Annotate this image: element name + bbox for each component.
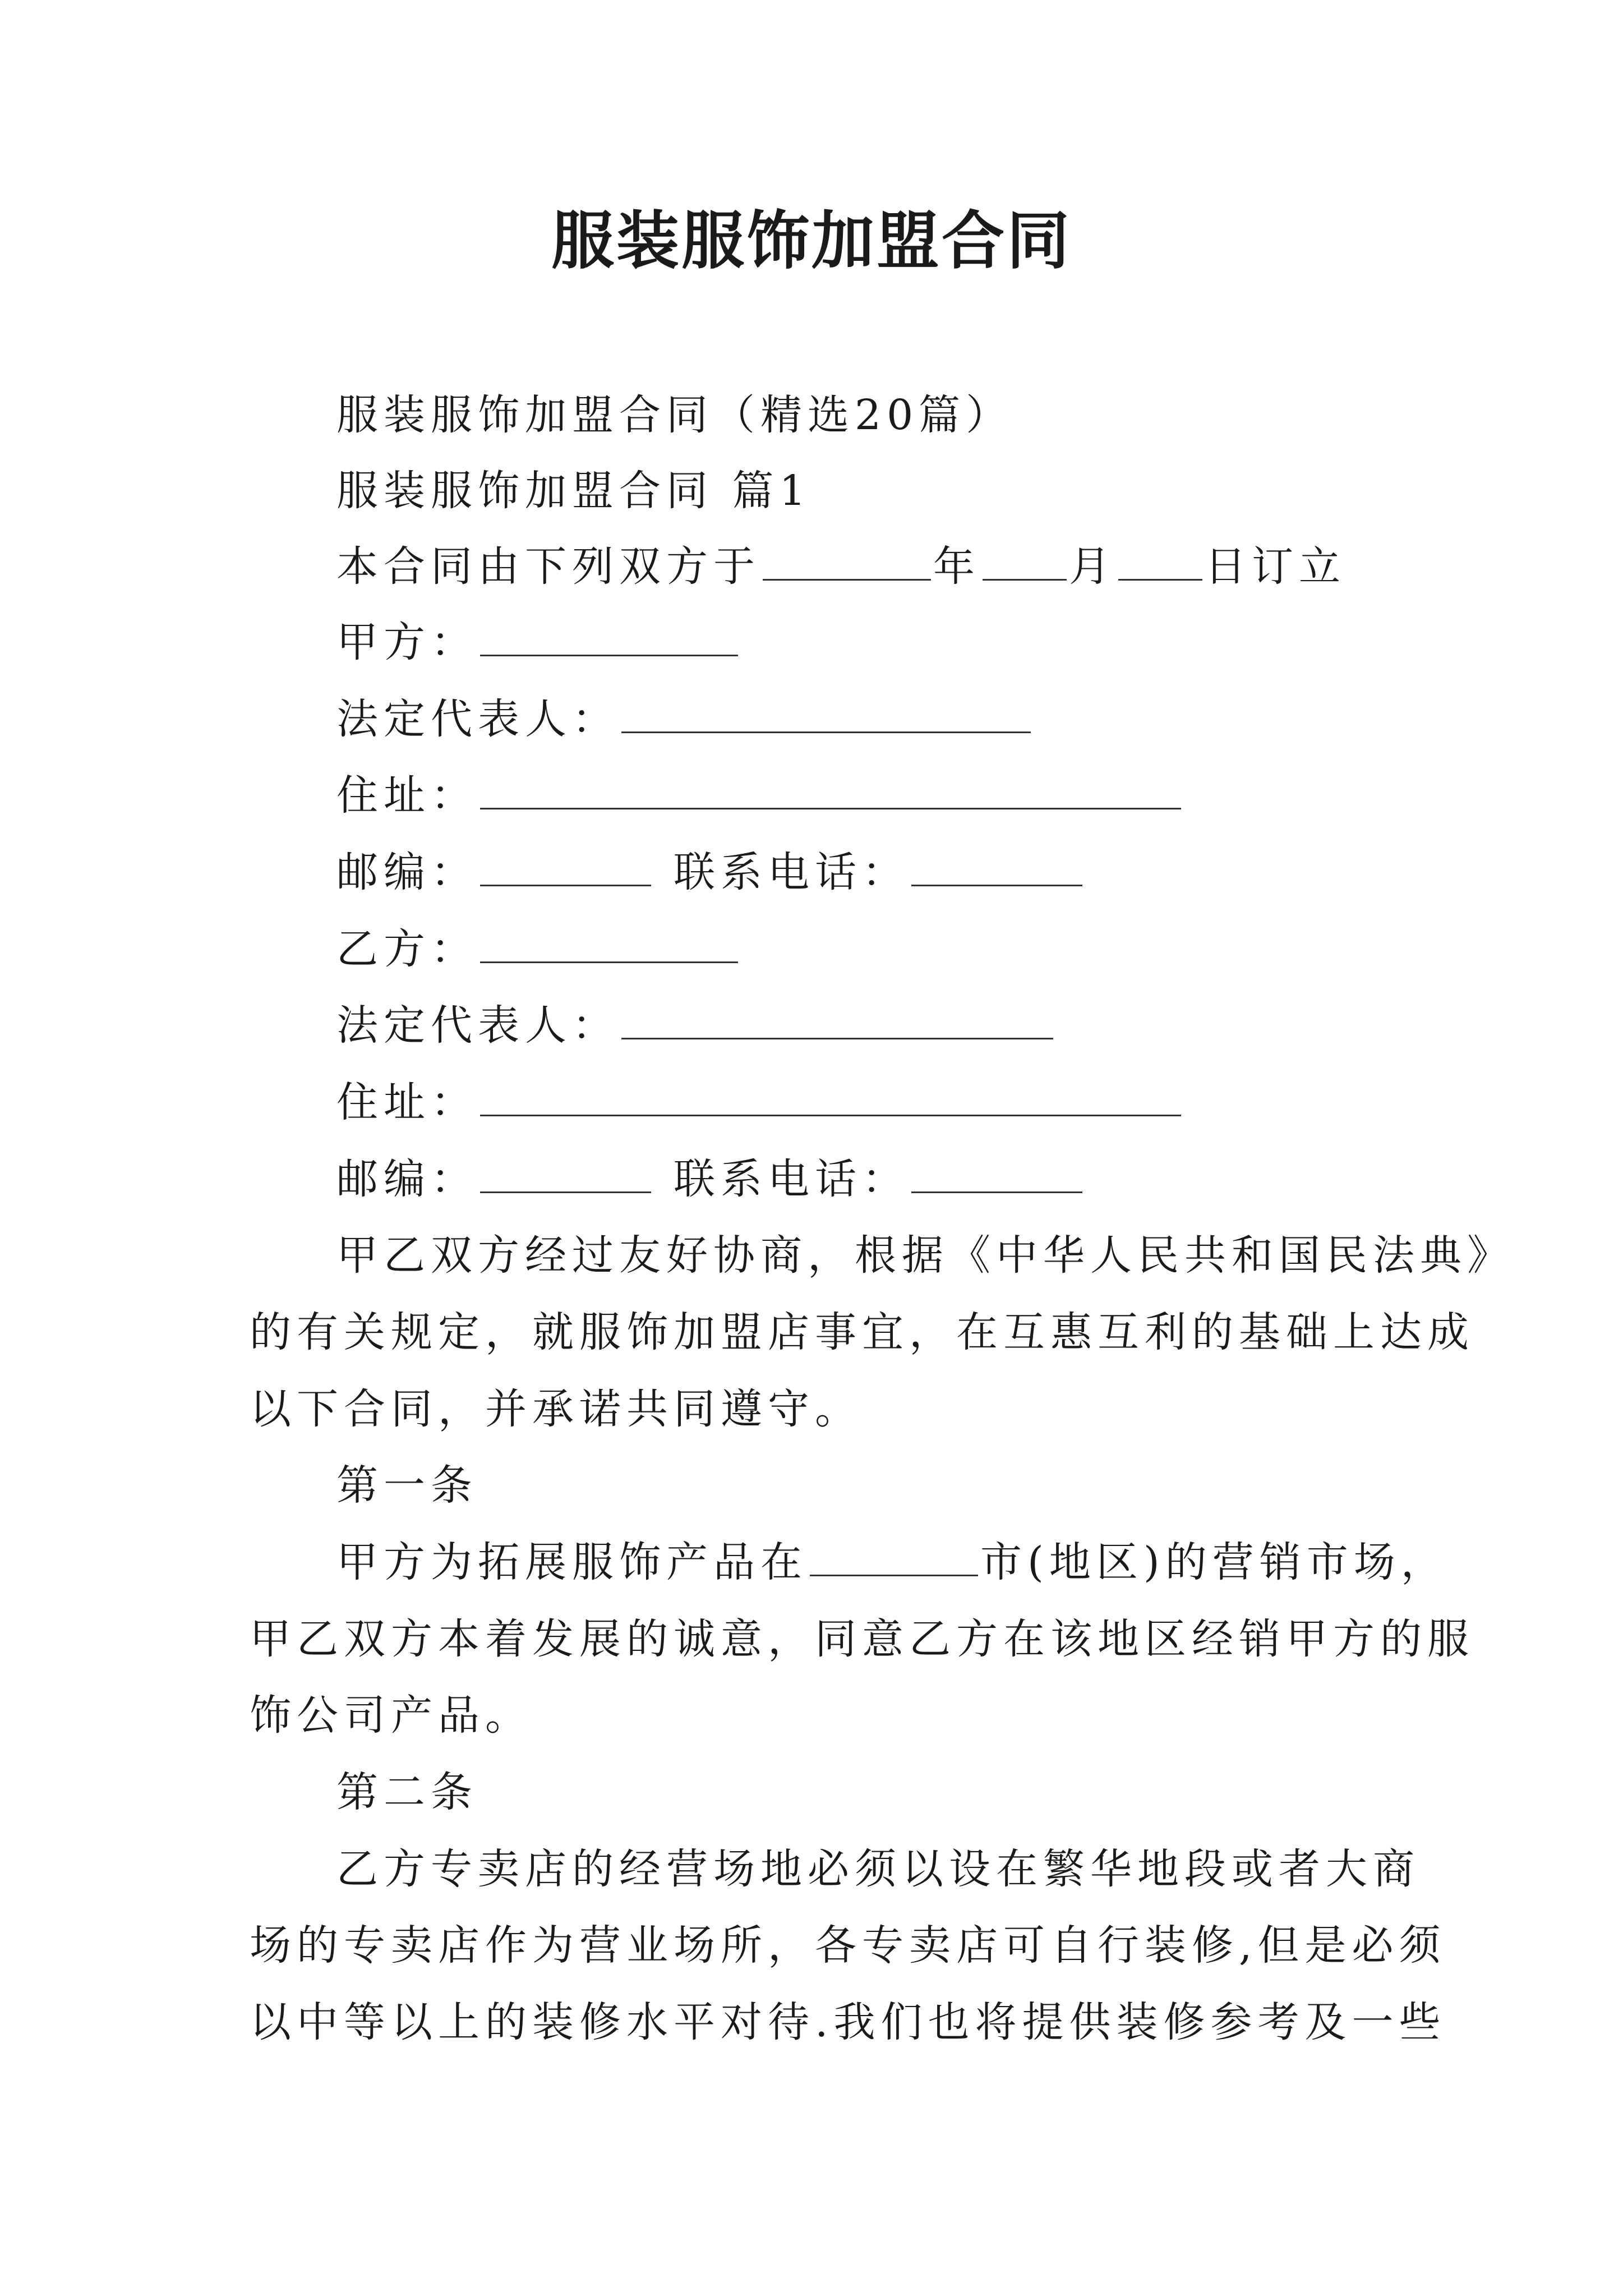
article-1-city-blank xyxy=(810,1535,978,1576)
party-b-address-label: 住址： xyxy=(336,1078,478,1126)
party-a-address-row xyxy=(336,767,1183,823)
section-heading: 服装服饰加盟合同 篇1 xyxy=(336,467,811,515)
party-a-rep-row xyxy=(336,691,1033,747)
preamble-line-1: 甲乙双方经过友好协商，根据《中华人民共和国民法典》 xyxy=(336,1231,1514,1280)
party-b-rep-blank xyxy=(621,999,1053,1039)
party-a-phone-blank xyxy=(911,845,1082,886)
party-a-name-blank xyxy=(480,615,738,656)
date-line xyxy=(336,539,1346,595)
party-b-phone-blank xyxy=(911,1152,1082,1193)
party-b-name-label: 乙方： xyxy=(336,925,478,973)
party-a-rep-blank xyxy=(621,692,1031,733)
document-title: 服装服饰加盟合同 xyxy=(551,204,1072,278)
party-b-name-blank xyxy=(480,922,738,963)
article-2-line-3: 以中等以上的装修水平对待.我们也将提供装修参考及一些 xyxy=(250,1998,1446,2046)
party-a-postcode-blank xyxy=(480,845,651,886)
article-2-line-1: 乙方专卖店的经营场地必须以设在繁华地段或者大商 xyxy=(336,1845,1420,1893)
party-a-address-blank xyxy=(480,769,1181,809)
party-b-phone-label: 联系电话： xyxy=(674,1155,909,1203)
preamble-line-2: 的有关规定，就服饰加盟店事宜，在互惠互利的基础上达成 xyxy=(250,1308,1474,1356)
party-a-address-label: 住址： xyxy=(336,771,478,820)
date-suffix: 日订立 xyxy=(1205,542,1346,591)
date-day-blank xyxy=(1118,540,1202,581)
party-b-contact-row xyxy=(336,1151,1085,1207)
party-b-name-row xyxy=(336,921,740,977)
party-b-rep-label: 法定代表人： xyxy=(336,1001,619,1050)
subtitle: 服装服饰加盟合同（精选20篇） xyxy=(336,391,1013,439)
party-b-address-row xyxy=(336,1074,1183,1130)
date-month-blank xyxy=(983,540,1067,581)
preamble-line-3: 以下合同，并承诺共同遵守。 xyxy=(250,1385,862,1433)
party-b-postcode-blank xyxy=(480,1152,651,1193)
party-b-address-blank xyxy=(480,1075,1181,1116)
date-prefix: 本合同由下列双方于 xyxy=(336,542,760,591)
article-2-heading: 第二条 xyxy=(336,1768,478,1816)
party-a-name-label: 甲方： xyxy=(336,618,478,666)
article-1-heading: 第一条 xyxy=(336,1461,478,1510)
party-a-contact-row xyxy=(336,844,1085,900)
party-b-postcode-label: 邮编： xyxy=(336,1155,478,1203)
party-b-rep-row xyxy=(336,997,1055,1053)
party-a-name-row xyxy=(336,614,740,670)
article-2-line-2: 场的专卖店作为营业场所，各专卖店可自行装修,但是必须 xyxy=(250,1921,1446,1970)
article-1-line-1 xyxy=(336,1534,1448,1590)
date-year-blank xyxy=(763,540,931,581)
article-1-line-2: 甲乙双方本着发展的诚意，同意乙方在该地区经销甲方的服 xyxy=(250,1615,1474,1663)
date-year: 年 xyxy=(933,542,980,591)
article-1-line-1-prefix: 甲方为拓展服饰产品在 xyxy=(336,1538,808,1586)
date-month: 月 xyxy=(1069,542,1116,591)
party-a-phone-label: 联系电话： xyxy=(674,848,909,896)
article-1-line-3: 饰公司产品。 xyxy=(250,1691,532,1740)
party-a-postcode-label: 邮编： xyxy=(336,848,478,896)
party-a-rep-label: 法定代表人： xyxy=(336,695,619,743)
article-1-line-1-suffix: 市(地区)的营销市场， xyxy=(980,1538,1448,1586)
